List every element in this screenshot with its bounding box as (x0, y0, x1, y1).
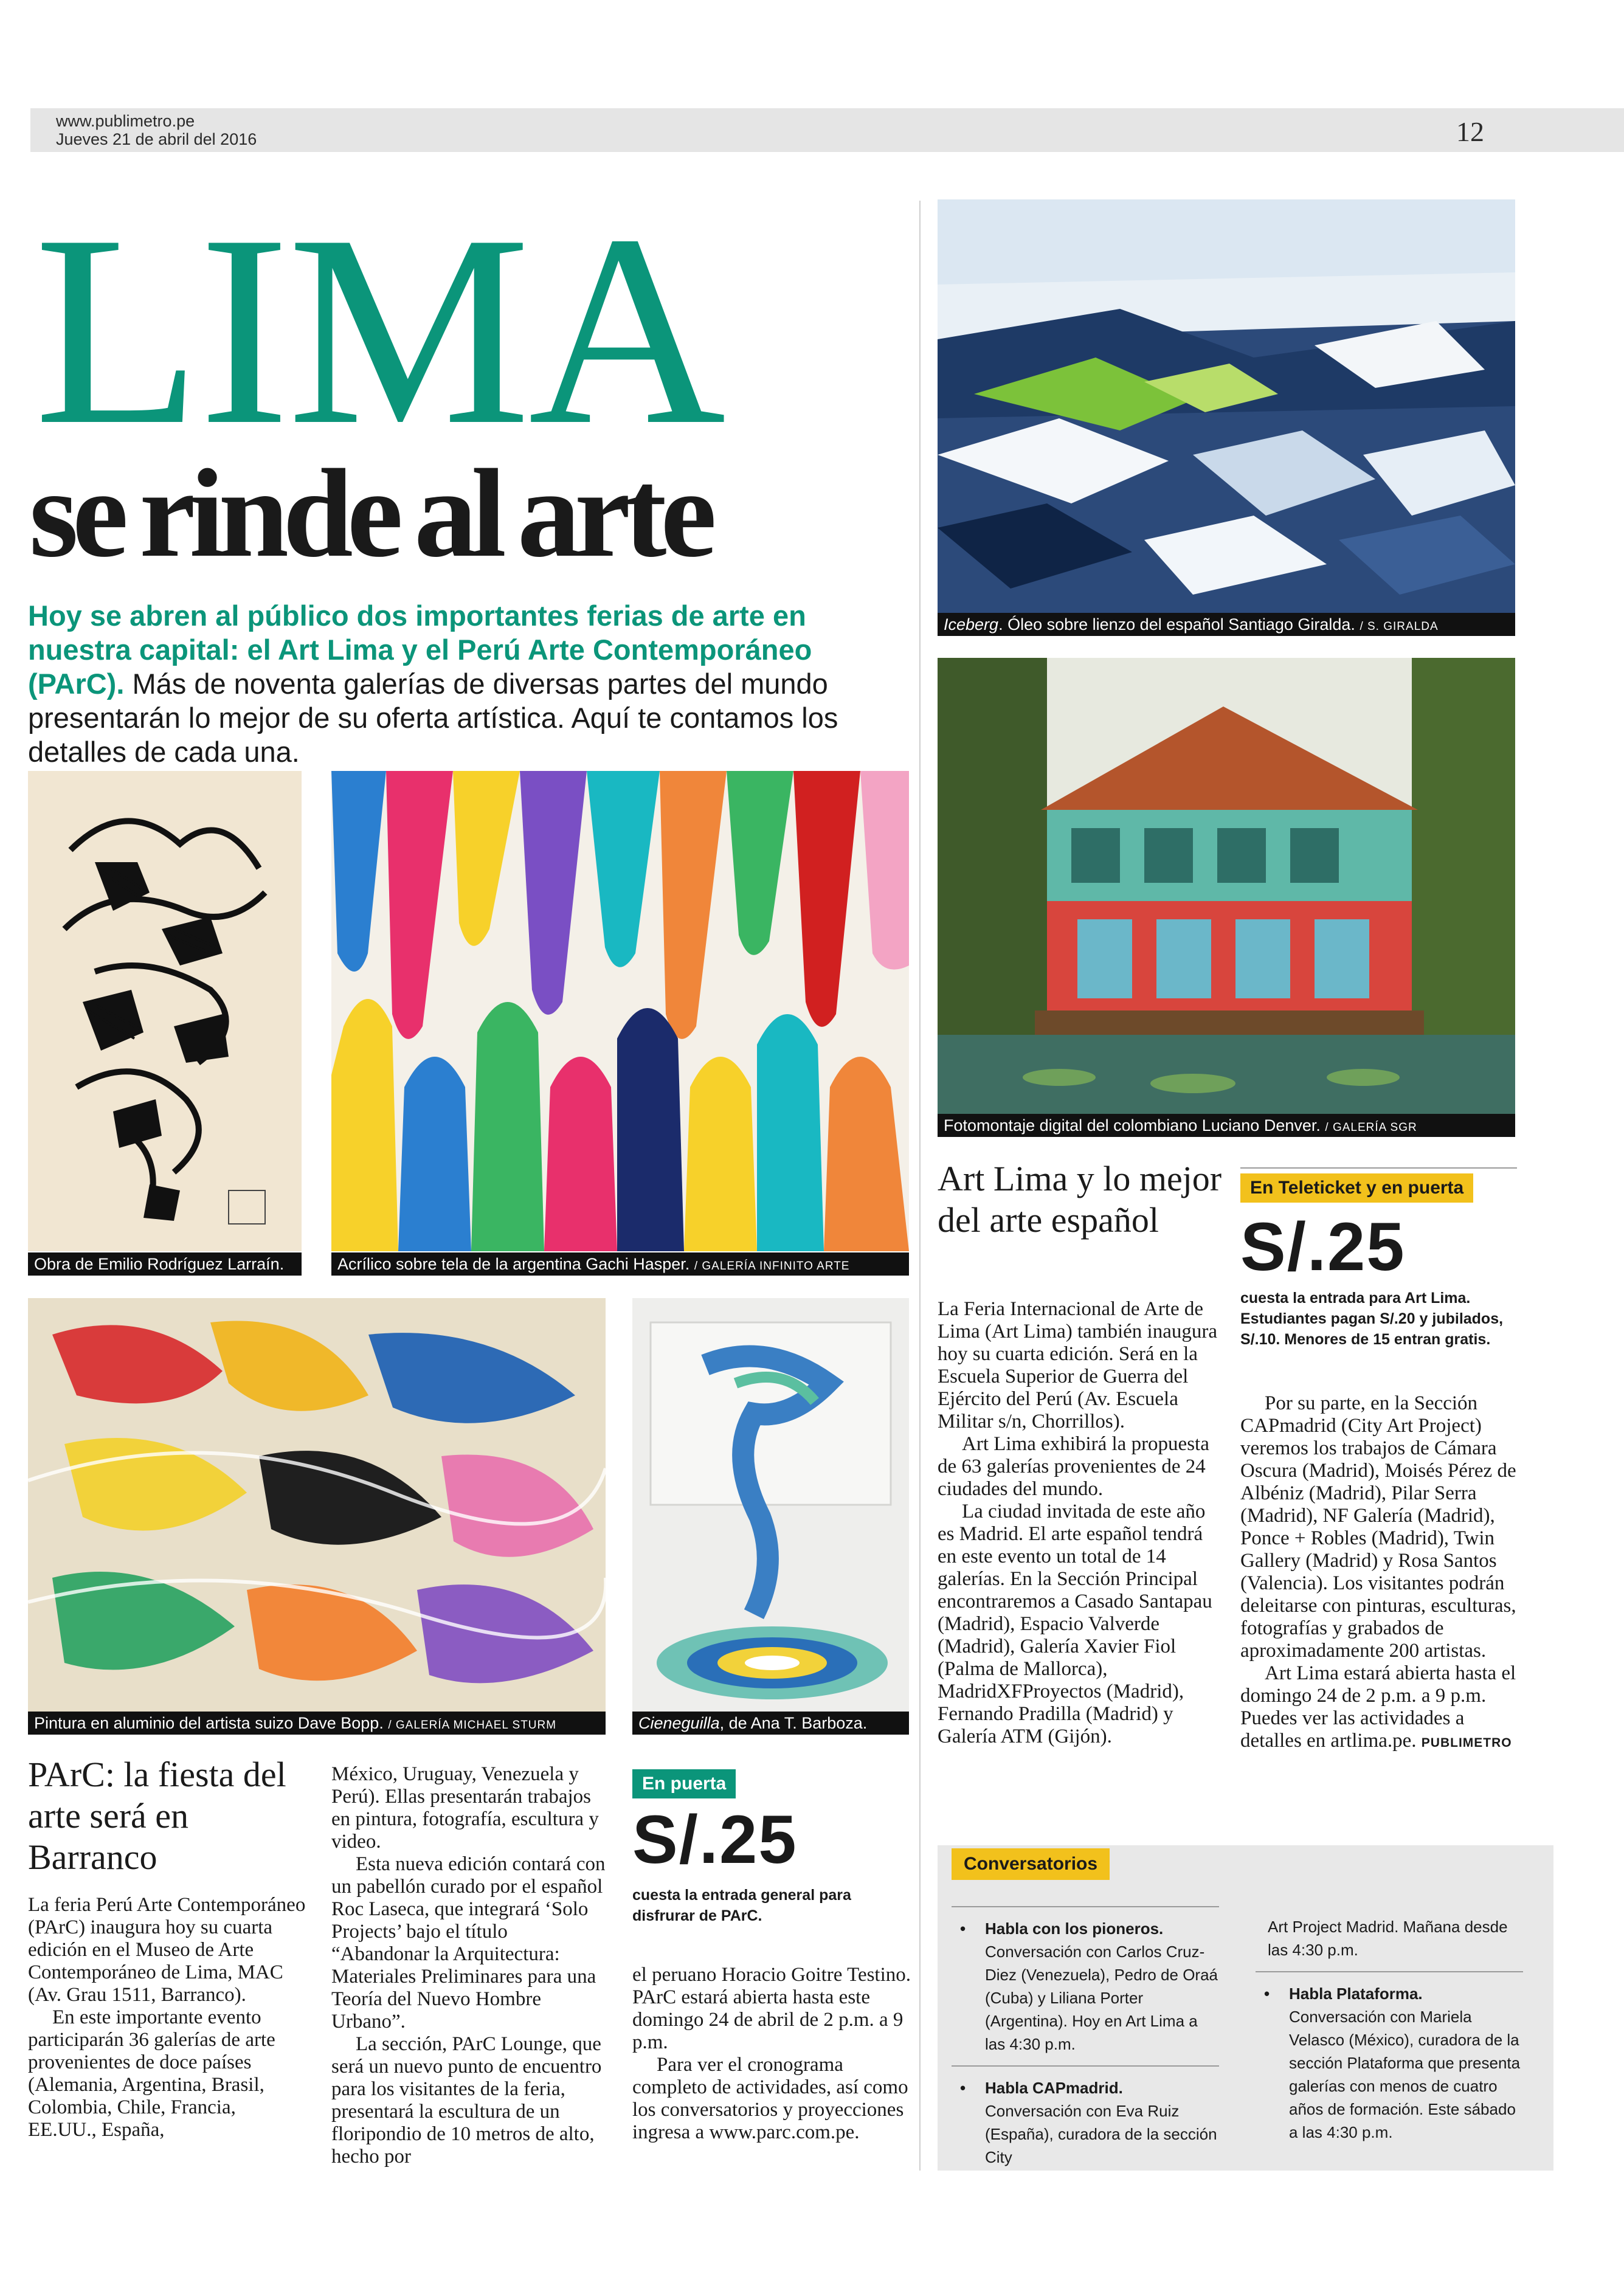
caption-denver (938, 1114, 1515, 1137)
artlima-column-2 (1240, 1392, 1526, 1754)
divider (952, 1906, 1219, 1907)
conversatorio-text: Conversación con Carlos Cruz-Diez (Venezuela), Pedro de Oraá (Cuba) y Liliana Porter (Argentina). Hoy en Art Lima a las 4:30 p.m. (985, 1943, 1218, 2053)
parc-paragraph: La feria Perú Arte Contemporáneo (PArC) inaugura hoy su cuarta edición en el Museo de Arte Contemporáneo de Lima, MAC (Av. Grau 1511, Barranco). (28, 1894, 306, 2006)
conversatorio-item (1256, 1982, 1523, 2154)
conversatorio-item-continued (1256, 1915, 1523, 1972)
parc-column-3 (632, 1964, 912, 2144)
caption-title: Cieneguilla (638, 1714, 720, 1732)
conversatorio-text: Conversación con Eva Ruiz (España), curadora de la sección City (985, 2102, 1217, 2166)
parc-price-tag: En puerta (632, 1769, 736, 1798)
caption-text: Fotomontaje digital del colombiano Luciano Denver. (944, 1116, 1321, 1135)
stilt-house-photomontage (938, 658, 1515, 1114)
parc-paragraph: Para ver el cronograma completo de actividades, así como los conversatorios y proyecciones ingresa a www.parc.com.pe. (632, 2054, 908, 2143)
artwork-barboza (632, 1298, 909, 1712)
artlima-title: Art Lima y lo mejor del arte español (938, 1159, 1222, 1240)
caption-text: Obra de Emilio Rodríguez Larraín. (34, 1255, 285, 1273)
lead-rest: Más de noventa galerías de diversas partes del mundo presentarán lo mejor de su oferta artística. Aquí te contamos los detalles de cada una. (28, 668, 838, 768)
caption-text: , de Ana T. Barboza. (719, 1714, 868, 1732)
artlima-price-rule (1240, 1167, 1517, 1169)
caption-credit: / GALERÍA MICHAEL STURM (388, 1719, 557, 1732)
headline-main: LIMA (34, 179, 724, 482)
artwork-dave-bopp (28, 1298, 606, 1712)
parc-paragraph: En este importante evento participarán 36 galerías de arte provenientes de doce países (Alemania, Argentina, Brasil, Colombia, Chile, Francia, EE.UU., España, (28, 2006, 275, 2141)
parc-paragraph: el peruano Horacio Goitre Testino. PArC estará abierta hasta este domingo 24 de abril de 2 p.m. a 9 p.m. (632, 1964, 911, 2053)
conversatorio-text: Art Project Madrid. Mañana desde las 4:30 p.m. (1268, 1918, 1508, 1959)
caption-barboza (632, 1712, 909, 1735)
caption-credit: / S. GIRALDA (1360, 620, 1439, 633)
artlima-price-amount: S/.25 (1240, 1209, 1406, 1285)
conversatorios-column-2 (1256, 1915, 1523, 2163)
bullet: • (960, 1919, 966, 1938)
bullet: • (1264, 1985, 1270, 2003)
publimetro-signature: PUBLIMETRO (1421, 1736, 1512, 1750)
conversatorio-name: Habla con los pioneros. (985, 1919, 1164, 1938)
parc-paragraph: México, Uruguay, Venezuela y Perú). Ellas presentarán trabajos en pintura, fotografía, escultura y video. (331, 1763, 599, 1853)
artwork-rodriguez-larrain (28, 771, 302, 1251)
conversatorios-title: Conversatorios (952, 1848, 1110, 1880)
issue-date: Jueves 21 de abril del 2016 (56, 130, 257, 148)
parc-price-amount: S/.25 (632, 1802, 798, 1878)
artlima-column-1 (938, 1298, 1223, 1748)
artlima-paragraph: Por su parte, en la Sección CAPmadrid (City Art Project) veremos los trabajos de Cámara Oscura (Madrid), Moisés Pérez de Albéniz (Madrid), Pilar Serra (Madrid), NF Galería (Madrid), Ponce + Robles (Madrid), Twin Gallery (Madrid) y Rosa Santos (Valencia). Los visitantes podrán deleitarse con pinturas, esculturas, fotografías y grabados de aproximadamente 200 artistas. (1240, 1392, 1516, 1662)
caption-credit: / GALERÍA SGR (1325, 1121, 1417, 1134)
parc-price-note: cuesta la entrada general para disfrurar de PArC. (632, 1887, 851, 1924)
conversatorios-column-1 (952, 1906, 1219, 2188)
headline-sub: se rinde al arte (29, 443, 711, 583)
caption-iceberg (938, 613, 1515, 636)
parc-paragraph: La sección, PArC Lounge, que será un nuevo punto de encuentro para los visitantes de la feria, presentará la escultura de un floripondio de 10 metros de alto, hecho por (331, 2033, 602, 2168)
conversatorio-text: Conversación con Mariela Velasco (México), curadora de la sección Plataforma que presenta galerías con menos de cuatro años de formación. Este sábado a las 4:30 p.m. (1289, 2008, 1521, 2141)
caption-rodriguez (28, 1252, 302, 1276)
colorful-drops-painting (331, 771, 909, 1251)
parc-column-2 (331, 1763, 608, 2168)
artlima-paragraph: Art Lima exhibirá la propuesta de 63 galerías provenientes de 24 ciudades del mundo. (938, 1433, 1209, 1500)
parc-column-1 (28, 1894, 308, 2141)
caption-credit: / GALERÍA INFINITO ARTE (694, 1260, 850, 1273)
artwork-iceberg (938, 199, 1515, 613)
artlima-paragraph (1240, 1662, 1526, 1754)
caption-text: . Óleo sobre lienzo del español Santiago Giralda. (998, 615, 1355, 634)
textile-sculpture (632, 1298, 909, 1712)
caption-hasper (331, 1252, 909, 1276)
header-strip (30, 108, 1624, 152)
column-divider (919, 201, 921, 2171)
conversatorio-item (952, 2076, 1219, 2178)
artwork-denver-house (938, 658, 1515, 1114)
artlima-paragraph: La Feria Internacional de Arte de Lima (Art Lima) también inaugura hoy su cuarta edición. Será en la Escuela Superior de Guerra del Ejército del Perú (Av. Escuela Militar s/n, Chorrillos). (938, 1298, 1218, 1432)
artlima-closing-text: Art Lima estará abierta hasta el domingo 24 de 2 p.m. a 9 p.m. Puedes ver las actividades a detalles en artlima.pe. (1240, 1662, 1516, 1752)
parc-paragraph: Esta nueva edición contará con un pabellón curado por el español Roc Laseca, que integrará ‘Solo Projects’ bajo el título “Abandonar la Arquitectura: Materiales Preliminares para una Teoría del Nuevo Hombre Urbano”. (331, 1853, 606, 2033)
caption-text: Acrílico sobre tela de la argentina Gachi Hasper. (337, 1255, 690, 1273)
artwork-gachi-hasper (331, 771, 909, 1251)
parc-title: PArC: la fiesta del arte será en Barranco (28, 1755, 286, 1877)
artlima-price-tag: En Teleticket y en puerta (1240, 1173, 1473, 1203)
lead-highlight: Hoy se abren al público dos importantes ferias de arte en nuestra capital: el Art Lima y el Perú Arte Contemporáneo (PArC). (28, 599, 812, 700)
caption-text: Pintura en aluminio del artista suizo Dave Bopp. (34, 1714, 384, 1732)
bullet: • (960, 2079, 966, 2097)
site-url[interactable]: www.publimetro.pe (56, 112, 195, 130)
conversatorio-name: Habla Plataforma. (1289, 1985, 1423, 2003)
lead-paragraph (28, 599, 891, 769)
conversatorio-name: Habla CAPmadrid. (985, 2079, 1123, 2097)
conversatorio-item (952, 1917, 1219, 2067)
abstract-aluminium-painting (28, 1298, 606, 1712)
iceberg-painting (938, 199, 1515, 613)
page-number: 12 (1456, 116, 1484, 147)
artlima-price-note: cuesta la entrada para Art Lima. Estudiantes pagan S/.20 y jubilados, S/.10. Menores de 15 entran gratis. (1240, 1290, 1504, 1348)
caption-bopp (28, 1712, 606, 1735)
artlima-paragraph: La ciudad invitada de este año es Madrid. El arte español tendrá en este evento un total de 14 galerías. En la Sección Principal encontraremos a Casado Santapau (Madrid), Espacio Valverde (Madrid), Galería Xavier Fiol (Palma de Mallorca), MadridXFProyectos (Madrid), Fernando Pradilla (Madrid) y Galería ATM (Gijón). (938, 1501, 1212, 1747)
caption-title: Iceberg (944, 615, 999, 634)
abstract-ink-drawing (28, 771, 302, 1251)
